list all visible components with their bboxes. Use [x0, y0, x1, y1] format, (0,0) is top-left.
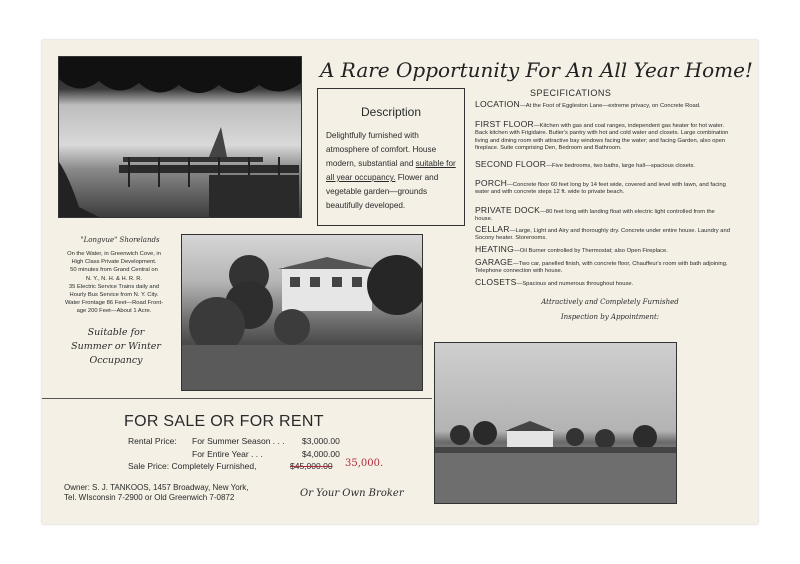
rental-label: Rental Price: — [128, 436, 177, 446]
specifications-heading: SPECIFICATIONS — [530, 88, 612, 98]
shoreland-line: High Class Private Development. — [71, 259, 157, 266]
description-text-part2: Flower and vegetable garden—grounds beautifully developed. — [326, 173, 439, 210]
spec-label: HEATING — [475, 244, 514, 254]
spec-location — [475, 101, 733, 110]
spec-text: —Five bedrooms, two baths, large hall—spacious closets. — [546, 163, 696, 169]
furnished-note: Attractively and Completely Furnished — [541, 298, 679, 306]
description-box — [317, 88, 465, 226]
shoreland-line: 50 minutes from Grand Central on — [70, 267, 158, 274]
divider-line — [42, 398, 432, 399]
waterfront-photo — [434, 342, 677, 504]
sale-old-price: $45,000.00 — [290, 461, 333, 471]
suitable-occupancy — [56, 326, 176, 368]
spec-text: —Kitchen with gas and coal ranges, independent gas heater for hot water. Back kitchen with Frigidaire. Butler's pantry with hot and cold water and closets. Large combination living and dining room with attractive bay windows facing the water; and facing Garden, also open fireplace. Suite comprising Den, Bedroom and Bathroom. — [475, 123, 729, 151]
shoreland-details — [48, 250, 180, 316]
rental-summer-price: $3,000.00 — [302, 436, 340, 446]
owner-line: Owner: S. J. TANKOOS, 1457 Broadway, New York, — [64, 483, 249, 492]
spec-label: CELLAR — [475, 224, 510, 234]
spec-first-floor — [475, 121, 733, 152]
spec-text: —Two car, panelled finish, with concrete floor, Chauffeur's room with bath adjoining. Telephone connection with house. — [475, 261, 728, 275]
shoreland-line: On the Water, in Greenwich Cove, in — [67, 251, 161, 257]
dock-illustration — [59, 57, 301, 217]
dock-photo — [58, 56, 302, 218]
sale-heading: FOR SALE OR FOR RENT — [124, 413, 324, 430]
house-photo — [181, 234, 423, 391]
suitable-line: Occupancy — [89, 355, 143, 366]
spec-text: —Large, Light and Airy and thoroughly dry. Concrete under entire house. Laundry and Socony heater. Storerooms. — [475, 228, 730, 242]
spec-label: GARAGE — [475, 257, 513, 267]
shoreland-line: N. Y., N. H. & H. R. R. — [85, 275, 143, 282]
spec-second-floor — [475, 161, 733, 170]
rental-summer-label: For Summer Season . . . — [192, 436, 285, 446]
spec-label: PRIVATE DOCK — [475, 205, 541, 215]
spec-porch — [475, 180, 733, 197]
spec-label: LOCATION — [475, 99, 520, 109]
headline: A Rare Opportunity For An All Year Home! — [320, 58, 753, 82]
owner-info — [64, 483, 249, 503]
house-illustration — [182, 235, 422, 390]
spec-garage — [475, 259, 733, 276]
description-text-part1: Delightfully furnished with atmosphere of comfort. House modern, substantial and — [326, 131, 437, 168]
spec-label: SECOND FLOOR — [475, 159, 547, 169]
waterfront-illustration — [435, 343, 676, 503]
shoreland-line: Water Frontage 86 Feet—Road Front- — [64, 300, 164, 307]
shoreland-line: Hourly Bus Service from N. Y. City. — [69, 292, 159, 299]
sale-new-price: 35,000. — [345, 458, 384, 469]
spec-closets — [475, 279, 733, 288]
suitable-line: Suitable for — [87, 327, 145, 338]
description-title: Description — [360, 105, 422, 119]
spec-text: —Oil Burner controlled by Thermostat; also Open Fireplace. — [513, 248, 668, 254]
spec-text: —At the Foot of Eggleston Lane—extreme privacy, on Concrete Road. — [519, 103, 701, 109]
shoreland-line: 35 Electric Service Trains daily and — [68, 283, 160, 290]
rental-year-label: For Entire Year . . . — [192, 449, 263, 459]
suitable-line: Summer or Winter — [71, 341, 161, 352]
spec-text: —Spacious and numerous throughout house. — [516, 281, 634, 287]
shoreland-line: age 200 Feet—About 1 Acre. — [76, 308, 152, 315]
broker-note: Or Your Own Broker — [300, 488, 404, 499]
spec-label: FIRST FLOOR — [475, 119, 534, 129]
spec-heating — [475, 246, 733, 255]
spec-text: —80 feet long with landing float with electric light controlled from the house. — [475, 209, 715, 223]
sale-price-label: Sale Price: Completely Furnished, — [128, 461, 257, 471]
spec-private-dock — [475, 207, 733, 224]
owner-phone-line: Tel. WIsconsin 7-2900 or Old Greenwich 7-0872 — [64, 493, 235, 502]
description-text-underlined: suitable for all year occupancy. — [326, 159, 456, 182]
description-text — [326, 129, 458, 213]
spec-label: PORCH — [475, 178, 508, 188]
spec-label: CLOSETS — [475, 277, 517, 287]
spec-cellar — [475, 226, 733, 243]
rental-year-price: $4,000.00 — [302, 449, 340, 459]
spec-text: —Concrete floor 60 feet long by 14 feet wide, covered and level with lawn, and facing water and with concrete steps 12 ft. wide to private beach. — [475, 182, 726, 196]
shoreland-title: "Longvue" Shorelands — [80, 236, 160, 244]
inspection-note: Inspection by Appointment: — [560, 313, 660, 321]
